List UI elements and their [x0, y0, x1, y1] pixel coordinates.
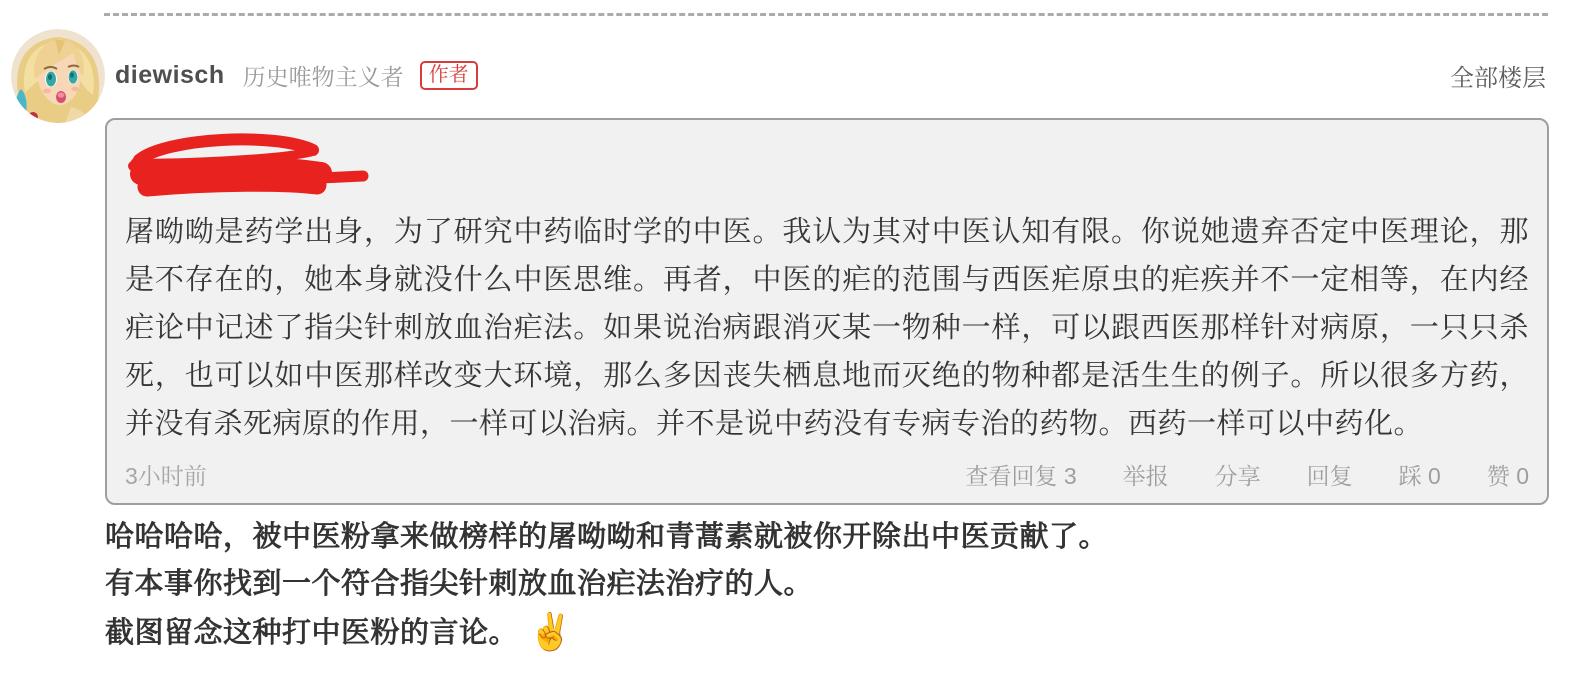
reply-line: 有本事你找到一个符合指尖针刺放血治疟法治疗的人。 — [105, 568, 814, 600]
downvote-link[interactable]: 踩 0 — [1398, 463, 1441, 489]
upvote-link[interactable]: 赞 0 — [1486, 463, 1529, 489]
post-header — [115, 58, 1546, 93]
quote-footer — [125, 458, 1529, 491]
reply-content — [105, 514, 1549, 657]
report-link[interactable]: 举报 — [1122, 463, 1169, 489]
quoted-comment-box — [105, 118, 1549, 505]
user-avatar[interactable] — [11, 29, 105, 123]
victory-hand-emoji: ✌️ — [528, 611, 574, 652]
quote-timestamp: 3小时前 — [125, 463, 207, 489]
author-badge: 作者 — [420, 61, 478, 90]
user-title-label: 历史唯物主义者 — [242, 64, 404, 90]
reply-line: 哈哈哈哈，被中医粉拿来做榜样的屠呦呦和青蒿素就被你开除出中医贡献了。 — [105, 521, 1109, 553]
red-scribble-redaction-icon — [125, 130, 387, 200]
quoted-comment-text: 屠呦呦是药学出身，为了研究中药临时学的中医。我认为其对中医认知有限。你说她遗弃否定中医理论，那是不存在的，她本身就没什么中医思维。再者，中医的疟的范围与西医疟原虫的疟疾并不一定相等，在内经疟论中记述了指尖针刺放血治疟法。如果说治病跟消灭某一物种一样，可以跟西医那样针对病原，一只只杀死，也可以如中医那样改变大环境，那么多因丧失栖息地而灭绝的物种都是活生生的例子。所以很多方药，并没有杀死病原的作用，一样可以治病。并不是说中药没有专病专治的药物。西药一样可以中药化。 — [125, 216, 1529, 440]
reply-line-text: 截图留念这种打中医粉的言论。 — [105, 617, 519, 649]
anime-avatar-icon — [11, 29, 105, 123]
reply-link[interactable]: 回复 — [1306, 463, 1353, 489]
quote-actions — [965, 458, 1529, 491]
dashed-divider — [104, 13, 1548, 16]
username[interactable]: diewisch — [115, 61, 225, 89]
view-replies-link[interactable]: 查看回复 3 — [965, 463, 1077, 489]
share-link[interactable]: 分享 — [1214, 463, 1261, 489]
all-floors-link[interactable]: 全部楼层 — [1450, 65, 1546, 92]
reply-line — [105, 608, 1549, 657]
